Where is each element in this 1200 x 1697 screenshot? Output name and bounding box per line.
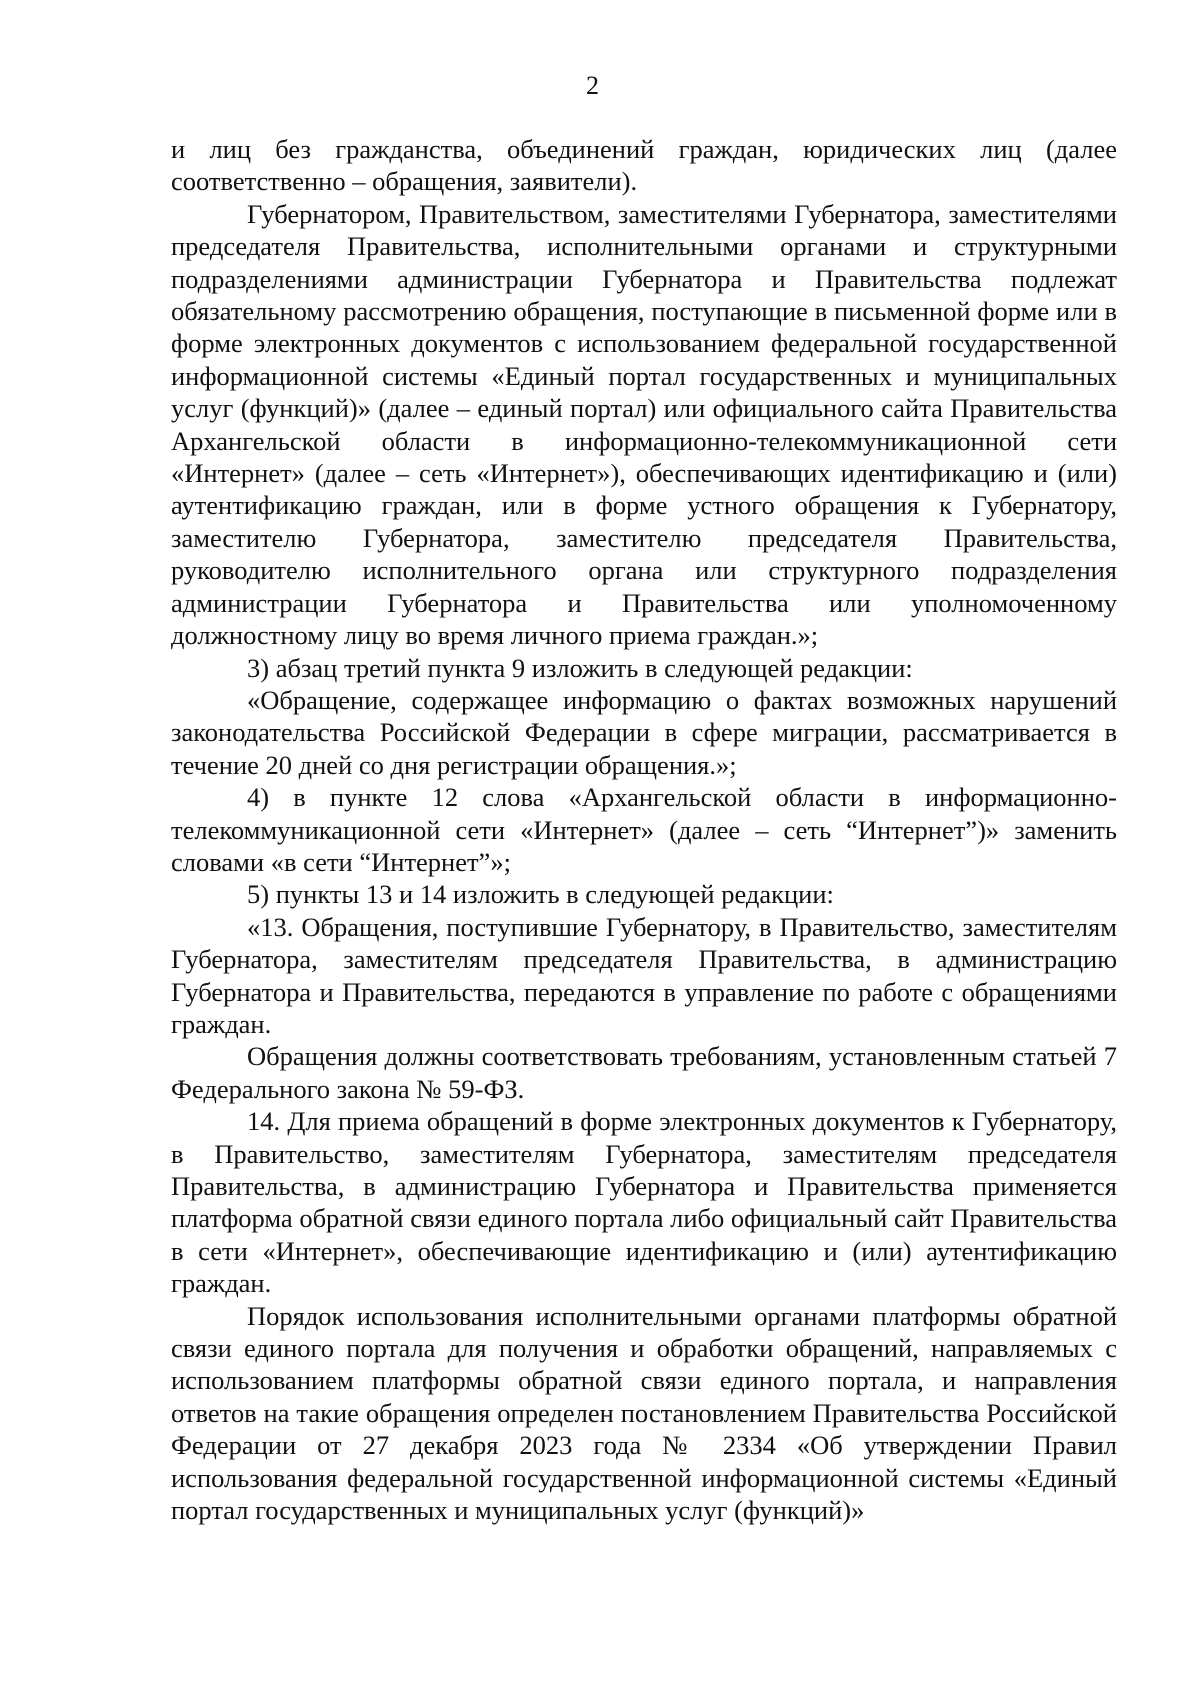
paragraph-requirements: Обращения должны соответствовать требованиям, установленным статьей 7 Федерального закона № 59-ФЗ. bbox=[171, 1041, 1117, 1104]
paragraph-item-4: 4) в пункте 12 слова «Архангельской области в информационно-телекоммуникационной сети «Интернет» (далее – сеть “Интернет”)» заменить словами «в сети “Интернет”»; bbox=[171, 782, 1117, 877]
paragraph-item-3: 3) абзац третий пункта 9 изложить в следующей редакции: bbox=[247, 652, 913, 683]
paragraph-review-obligation: Губернатором, Правительством, заместителями Губернатора, заместителями председателя Правительства, исполнительными органами и структурными подразделениями администрации Губернатора и Правительства подлежат обязательному рассмотрению обращения, поступающие в письменной форме или в форме электронных документов с использованием федеральной государственной информационной системы «Единый портал государственных и муниципальных услуг (функций)» (далее – единый портал) или официального сайта Правительства Архангельской области в информационно-телекоммуникационной сети «Интернет» (далее – сеть «Интернет»), обеспечивающих идентификацию и (или) аутентификацию граждан, или в форме устного обращения к Губернатору, заместителю Губернатора, заместителю председателя Правительства, руководителю исполнительного органа или структурного подразделения администрации Губернатора и Правительства или уполномоченному должностному лицу во время личного приема граждан.»; bbox=[171, 198, 1117, 651]
paragraph-procedure: Порядок использования исполнительными органами платформы обратной связи единого портала для получения и обработки обращений, направляемых с использованием платформы обратной связи единого портала, и направления ответов на такие обращения определен постановлением Правительства Российской Федерации от 27 декабря 2023 года № 2334 «Об утверждении Правил использования федеральной государственной информационной системы «Единый портал государственных и муниципальных услуг (функций)» bbox=[171, 1300, 1117, 1526]
document-body bbox=[171, 133, 1117, 1526]
paragraph-migration-appeals: «Обращение, содержащее информацию о фактах возможных нарушений законодательства Российской Федерации в сфере миграции, рассматривается в течение 20 дней со дня регистрации обращения.»; bbox=[171, 684, 1117, 780]
paragraph-item-5: 5) пункты 13 и 14 изложить в следующей редакции: bbox=[247, 879, 834, 910]
page-number: 2 bbox=[586, 71, 599, 100]
paragraph-point-14: 14. Для приема обращений в форме электронных документов к Губернатору, в Правительство, заместителям Губернатора, заместителям председателя Правительства, в администрацию Губернатора и Правительства применяется платформа обратной связи единого портала либо официальный сайт Правительства в сети «Интернет», обеспечивающие идентификацию и (или) аутентификацию граждан. bbox=[171, 1106, 1117, 1299]
paragraph-continuation: и лиц без гражданства, объединений граждан, юридических лиц (далее соответственно – обращения, заявители). bbox=[171, 134, 1117, 197]
paragraph-point-13: «13. Обращения, поступившие Губернатору, в Правительство, заместителям Губернатора, заместителям председателя Правительства, в администрацию Губернатора и Правительства, передаются в управление по работе с обращениями граждан. bbox=[171, 911, 1117, 1039]
